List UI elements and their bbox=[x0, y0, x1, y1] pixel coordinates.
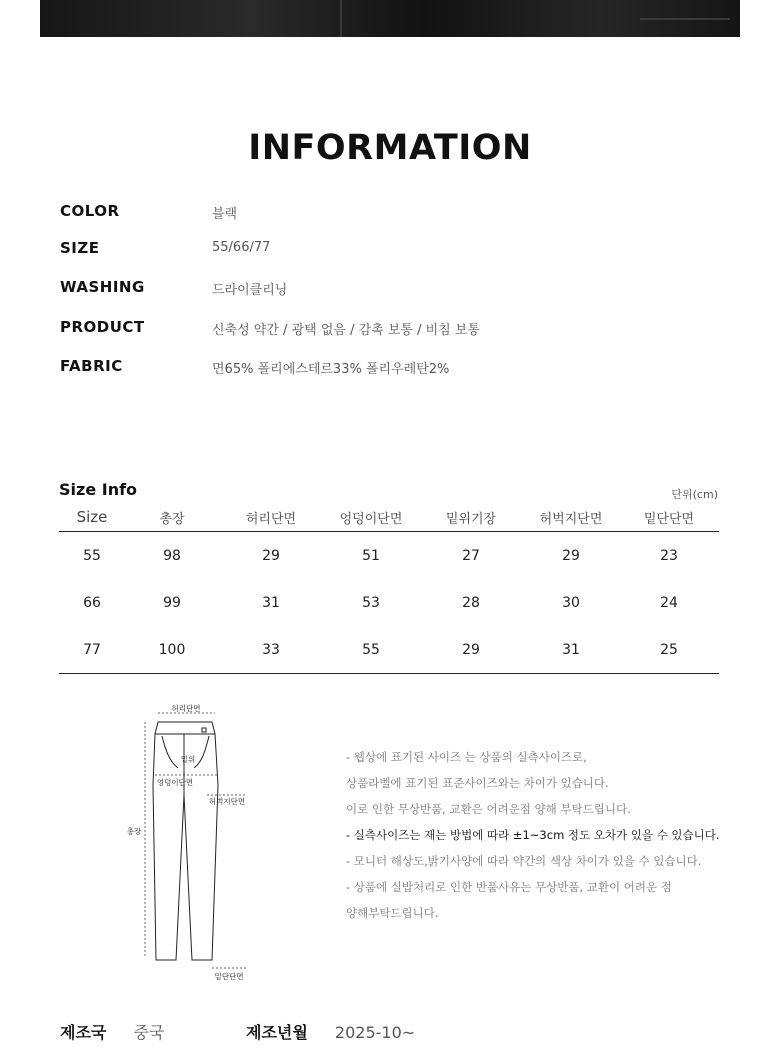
table-cell: 30 bbox=[562, 594, 580, 611]
photo-pocket-edge bbox=[640, 18, 730, 20]
note-line-emphasis: - 실측사이즈는 재는 방법에 따라 ±1~3cm 정도 오차가 있을 수 있습니다. bbox=[346, 828, 720, 842]
info-value: 블랙 bbox=[212, 207, 238, 222]
info-value: 55/66/77 bbox=[212, 240, 271, 255]
country-label: 제조국 bbox=[60, 1023, 107, 1042]
note-line: 양해부탁드립니다. bbox=[346, 906, 439, 920]
waist-label: 허리단면 bbox=[171, 704, 201, 713]
left-pocket bbox=[162, 736, 178, 768]
header-cell: 총장 bbox=[125, 503, 219, 532]
header-cell: 밑단단면 bbox=[619, 503, 719, 532]
table-row bbox=[59, 579, 719, 626]
thigh-label: 허벅지단면 bbox=[208, 797, 246, 806]
notes-block bbox=[346, 747, 746, 929]
country-of-origin bbox=[60, 1020, 164, 1043]
table-cell: 100 bbox=[125, 626, 219, 674]
date-value: 2025-10~ bbox=[334, 1023, 416, 1042]
length-label: 총장 bbox=[126, 827, 142, 836]
hem-label: 밑단단면 bbox=[214, 972, 244, 981]
product-photo-crop bbox=[40, 0, 740, 37]
info-key: COLOR bbox=[60, 202, 120, 220]
info-value: 면65% 폴리에스테르33% 폴리우레탄2% bbox=[212, 362, 450, 377]
manufacture-date bbox=[246, 1020, 415, 1043]
size-info-title: Size Info bbox=[59, 480, 138, 499]
table-cell: 24 bbox=[660, 594, 678, 611]
table-cell: 31 bbox=[262, 594, 280, 611]
header-cell: Size bbox=[59, 503, 125, 532]
info-key: SIZE bbox=[60, 239, 100, 257]
table-cell: 53 bbox=[362, 594, 380, 611]
table-cell: 27 bbox=[462, 547, 480, 564]
header-cell: 허리단면 bbox=[219, 503, 323, 532]
hip-label: 엉덩이단면 bbox=[156, 778, 194, 787]
table-cell: 25 bbox=[619, 626, 719, 674]
info-key: FABRIC bbox=[60, 357, 123, 375]
note-line: - 웹상에 표기된 사이즈 는 상품의 실측사이즈로, bbox=[346, 750, 587, 764]
right-pocket bbox=[194, 736, 209, 768]
table-cell: 28 bbox=[462, 594, 480, 611]
table-cell: 98 bbox=[163, 547, 181, 564]
note-line: - 모니터 해상도,밝기사양에 따라 약간의 색상 차이가 있을 수 있습니다. bbox=[346, 854, 702, 868]
pants-outline bbox=[153, 734, 218, 960]
country-value: 중국 bbox=[133, 1023, 165, 1042]
information-title: INFORMATION bbox=[248, 128, 532, 168]
table-cell: 31 bbox=[523, 626, 619, 674]
info-key: WASHING bbox=[60, 278, 145, 296]
date-label: 제조년월 bbox=[246, 1023, 308, 1042]
photo-seam bbox=[340, 0, 342, 37]
table-cell: 29 bbox=[419, 626, 523, 674]
info-key: PRODUCT bbox=[60, 318, 145, 336]
table-row bbox=[59, 532, 719, 580]
button bbox=[202, 728, 206, 732]
size-table bbox=[59, 503, 719, 674]
info-value: 드라이클리닝 bbox=[212, 283, 288, 298]
header-cell: 밑위기장 bbox=[419, 503, 523, 532]
table-cell: 29 bbox=[262, 547, 280, 564]
table-cell: 51 bbox=[362, 547, 380, 564]
table-cell: 23 bbox=[660, 547, 678, 564]
table-row bbox=[59, 626, 719, 674]
header-cell: 엉덩이단면 bbox=[323, 503, 419, 532]
size-unit: 단위(cm) bbox=[671, 488, 718, 501]
table-cell: 29 bbox=[562, 547, 580, 564]
table-cell: 99 bbox=[163, 594, 181, 611]
table-cell: 55 bbox=[323, 626, 419, 674]
header-cell: 허벅지단면 bbox=[523, 503, 619, 532]
note-line: 상품라벨에 표기된 표준사이즈와는 차이가 있습니다. bbox=[346, 776, 609, 790]
size-table-header bbox=[59, 503, 719, 532]
info-value: 신축성 약간 / 광택 없음 / 감촉 보통 / 비침 보통 bbox=[212, 323, 480, 338]
table-cell: 77 bbox=[59, 626, 125, 674]
table-cell: 33 bbox=[219, 626, 323, 674]
table-cell: 66 bbox=[83, 594, 101, 611]
table-cell: 55 bbox=[83, 547, 101, 564]
pants-measurement-diagram bbox=[120, 700, 280, 985]
note-line: - 상품에 실밥처리로 인한 반품사유는 무상반품, 교환이 어려운 점 bbox=[346, 880, 672, 894]
note-line: 이로 인한 무상반품, 교환은 어려운점 양해 부탁드립니다. bbox=[346, 802, 631, 816]
rise-label: 밑위 bbox=[180, 755, 196, 764]
